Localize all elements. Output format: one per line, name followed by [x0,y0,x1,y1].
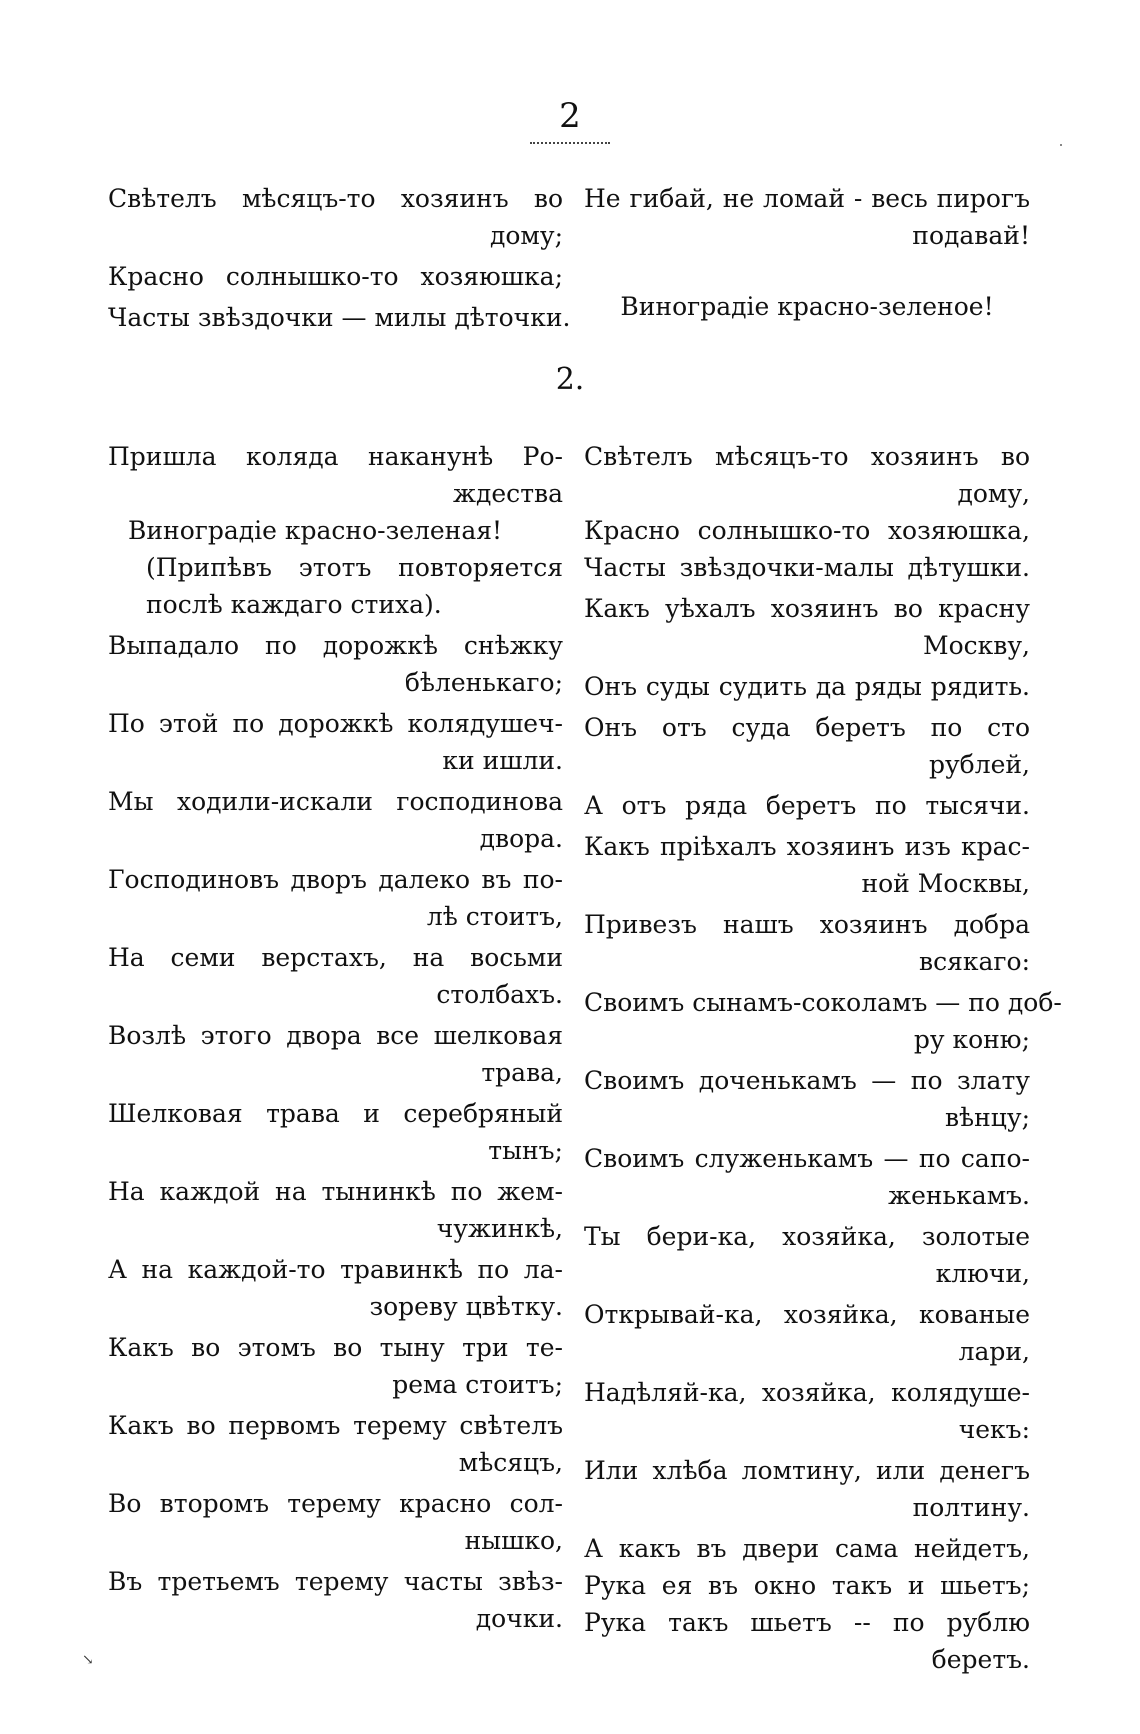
verse-line: Во второмъ терему красно сол- [108,1489,563,1518]
verse-line: Онъ отъ суда беретъ по сто [584,713,1030,742]
verse-line: Ты бери-ка, хозяйка, золотые [584,1222,1030,1251]
verse-line: Или хлѣба ломтину, или денегъ [584,1456,1030,1485]
verse-line: На каждой на тынинкѣ по жем- [108,1177,563,1206]
verse-line: Какъ пріѣхалъ хозяинъ изъ крас- [584,832,1030,861]
verse-line: Свѣтелъ мѣсяцъ-то хозяинъ во [584,442,1030,471]
verse-line: тынъ; [488,1136,563,1165]
verse-line: дочки. [475,1604,563,1633]
verse-line: Свѣтелъ мѣсяцъ-то хозяинъ во [108,184,563,213]
verse-line: Виноградіе красно-зеленое! [620,292,994,321]
verse-line: Открывай-ка, хозяйка, кованые [584,1300,1030,1329]
page-number: 2 [559,96,581,136]
verse-line: вѣнцу; [944,1103,1030,1132]
section-number: 2. [555,362,585,397]
top-left-verse [108,180,571,336]
verse-line: Своимъ доченькамъ — по злату [584,1066,1030,1095]
verse-line: ру коню; [913,1025,1030,1054]
speck [1060,144,1062,146]
verse-line: По этой по дорожкѣ колядушеч- [108,709,563,738]
verse-line: Выпадало по дорожкѣ снѣжку [108,631,563,660]
verse-line: Рука такъ шьетъ -- по рублю [584,1608,1030,1637]
stray-mark: ↘ [82,1652,94,1668]
verse-line: Надѣляй-ка, хозяйка, колядуше- [584,1378,1030,1407]
verse-line: чекъ: [958,1415,1030,1444]
verse-line: ной Москвы, [861,869,1030,898]
verse-line: дому; [489,221,563,250]
verse-line: А на каждой-то травинкѣ по ла- [108,1255,563,1284]
verse-line: А какъ въ двери сама нейдетъ, [584,1534,1030,1563]
verse-line: Своимъ служенькамъ — по сапо- [584,1144,1030,1173]
verse-line: Привезъ нашъ хозяинъ добра [584,910,1030,939]
left-column [108,438,563,1637]
verse-line: ждества [453,479,563,508]
verse-line: всякаго: [919,947,1030,976]
verse-line: Не гибай, не ломай - весь пирогъ [584,184,1030,213]
verse-line: (Припѣвъ этотъ повторяется [146,553,563,582]
verse-line: нышко, [464,1526,563,1555]
verse-line: Москву, [922,631,1030,660]
verse-line: Какъ во этомъ во тыну три те- [108,1333,563,1362]
verse-line: лѣ стоитъ, [426,902,563,931]
right-column [584,438,1062,1678]
verse-line: бѣленькаго; [404,668,563,697]
verse-line: Онъ суды судить да ряды рядить. [584,672,1030,701]
verse-line: Шелковая трава и серебряный [108,1099,563,1128]
verse-line: Своимъ сынамъ-соколамъ — по доб- [584,988,1062,1017]
verse-line: Рука ея въ окно такъ и шьетъ; [584,1571,1030,1600]
verse-line: Часты звѣздочки — милы дѣточки. [108,303,571,332]
verse-line: подавай! [912,221,1030,250]
verse-line: Красно солнышко-то хозяюшка; [108,262,563,291]
verse-line: рема стоитъ; [392,1370,563,1399]
verse-line: зореву цвѣтку. [369,1292,563,1321]
verse-line: рублей, [928,750,1030,779]
verse-line: А отъ ряда беретъ по тысячи. [584,791,1030,820]
verse-line: Виноградіе красно-зеленая! [128,516,503,545]
verse-line: ключи, [935,1259,1030,1288]
verse-line: чужинкѣ, [436,1214,563,1243]
verse-line: полтину. [912,1493,1030,1522]
verse-line: Какъ уѣхалъ хозяинъ во красну [584,594,1030,623]
verse-line: мѣсяцъ, [458,1448,563,1477]
verse-line: Мы ходили-искали господинова [108,787,563,816]
top-right-verse [584,180,1030,325]
verse-line: Господиновъ дворъ далеко въ по- [108,865,563,894]
verse-line: столбахъ. [436,980,563,1009]
verse-line: лари, [958,1337,1030,1366]
blank-line [584,254,1030,288]
verse-line: женькамъ. [888,1181,1030,1210]
verse-line: На семи верстахъ, на восьми [108,943,563,972]
verse-line: беретъ. [931,1645,1030,1674]
header-rule [530,142,610,144]
verse-line: трава, [481,1058,563,1087]
verse-line: Часты звѣздочки-малы дѣтушки. [584,553,1030,582]
verse-line: послѣ каждаго стиха). [146,590,442,619]
verse-line: Пришла коляда наканунѣ Ро- [108,442,563,471]
verse-line: Какъ во первомъ терему свѣтелъ [108,1411,563,1440]
verse-line: Красно солнышко-то хозяюшка, [584,516,1030,545]
verse-line: ки ишли. [442,746,563,775]
verse-line: двора. [479,824,563,853]
verse-line: Въ третьемъ терему часты звѣз- [108,1567,563,1596]
verse-line: дому, [957,479,1030,508]
verse-line: Возлѣ этого двора все шелковая [108,1021,563,1050]
